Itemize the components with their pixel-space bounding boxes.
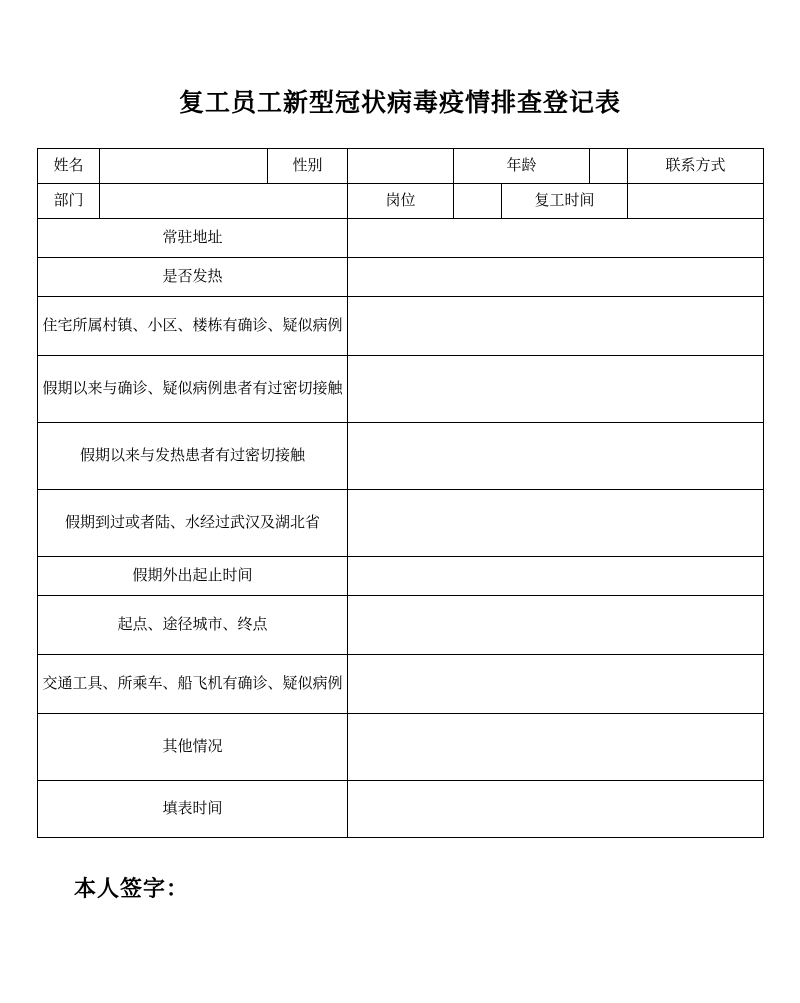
item-label: 其他情况 <box>38 714 348 781</box>
item-input[interactable] <box>348 557 764 596</box>
registration-form <box>37 148 763 838</box>
signature-label: 本人签字： <box>74 877 190 902</box>
return-time-input[interactable] <box>628 184 764 219</box>
name-label: 姓名 <box>38 149 100 184</box>
item-input[interactable] <box>348 655 764 714</box>
item-input[interactable] <box>348 258 764 297</box>
item-label: 假期外出起止时间 <box>38 557 348 596</box>
item-label: 住宅所属村镇、小区、楼栋有确诊、疑似病例 <box>38 297 348 356</box>
item-input[interactable] <box>348 781 764 838</box>
table-row <box>38 781 764 838</box>
item-label: 假期到过或者陆、水经过武汉及湖北省 <box>38 490 348 557</box>
age-input[interactable] <box>590 149 628 184</box>
table-row <box>38 219 764 258</box>
name-input[interactable] <box>100 149 268 184</box>
item-label: 常驻地址 <box>38 219 348 258</box>
table-row <box>38 149 764 184</box>
item-label: 假期以来与发热患者有过密切接触 <box>38 423 348 490</box>
gender-label: 性别 <box>268 149 348 184</box>
item-label: 是否发热 <box>38 258 348 297</box>
return-time-label: 复工时间 <box>502 184 628 219</box>
department-label: 部门 <box>38 184 100 219</box>
age-label: 年龄 <box>454 149 590 184</box>
table-row <box>38 557 764 596</box>
item-input[interactable] <box>348 423 764 490</box>
item-input[interactable] <box>348 596 764 655</box>
table-row <box>38 714 764 781</box>
table-row <box>38 184 764 219</box>
contact-label: 联系方式 <box>628 149 764 184</box>
table-row <box>38 297 764 356</box>
table-row <box>38 596 764 655</box>
item-label: 假期以来与确诊、疑似病例患者有过密切接触 <box>38 356 348 423</box>
table-row <box>38 423 764 490</box>
table-row <box>38 655 764 714</box>
item-input[interactable] <box>348 356 764 423</box>
gender-input[interactable] <box>348 149 454 184</box>
department-input[interactable] <box>100 184 348 219</box>
position-input[interactable] <box>454 184 502 219</box>
item-input[interactable] <box>348 714 764 781</box>
item-label: 交通工具、所乘车、船飞机有确诊、疑似病例 <box>38 655 348 714</box>
item-input[interactable] <box>348 490 764 557</box>
item-input[interactable] <box>348 219 764 258</box>
item-label: 填表时间 <box>38 781 348 838</box>
item-label: 起点、途径城市、终点 <box>38 596 348 655</box>
item-input[interactable] <box>348 297 764 356</box>
table-row <box>38 356 764 423</box>
form-table <box>37 148 764 838</box>
table-row <box>38 490 764 557</box>
table-row <box>38 258 764 297</box>
position-label: 岗位 <box>348 184 454 219</box>
page-title: 复工员工新型冠状病毒疫情排查登记表 <box>178 88 621 117</box>
